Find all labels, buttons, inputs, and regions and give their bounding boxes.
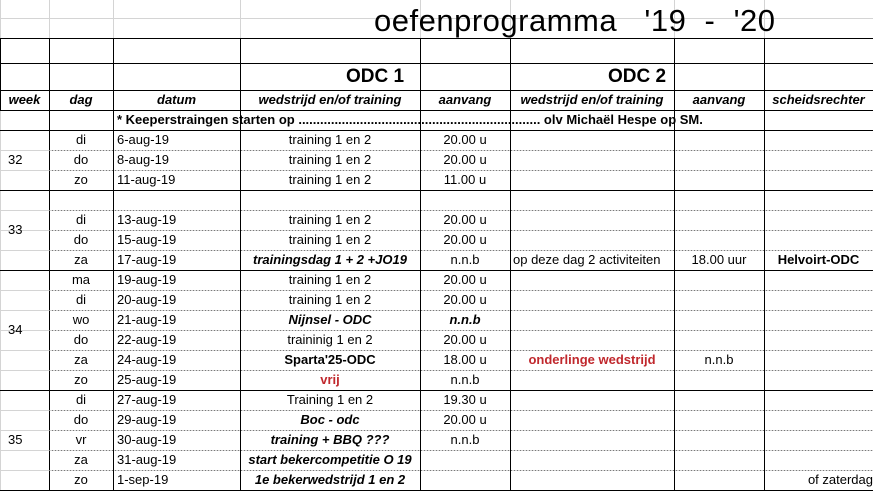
cell-odc2-aanvang[interactable] (674, 450, 764, 470)
cell-odc2-aanvang[interactable] (674, 150, 764, 170)
cell-scheidsrechter[interactable] (764, 310, 873, 330)
cell-odc1-wedstrijd[interactable]: traininig 1 en 2 (287, 332, 373, 347)
cell-dag[interactable]: di (75, 132, 87, 147)
cell-odc2-wedstrijd[interactable] (510, 210, 674, 230)
cell-dag[interactable]: do (73, 232, 89, 247)
cell-odc2-wedstrijd[interactable]: onderlinge wedstrijd (528, 352, 656, 367)
column-header[interactable]: aanvang (692, 92, 746, 107)
cell-odc2-aanvang[interactable] (674, 310, 764, 330)
cell-odc1-aanvang[interactable]: 20.00 u (443, 332, 487, 347)
cell-odc2-aanvang[interactable]: 18.00 uur (691, 252, 747, 267)
cell-scheidsrechter[interactable] (764, 290, 873, 310)
cell-odc2-wedstrijd[interactable] (510, 410, 674, 430)
column-header[interactable]: wedstrijd en/of training (258, 92, 402, 107)
cell-dag[interactable]: za (74, 252, 88, 267)
cell-odc1-wedstrijd[interactable]: 1e bekerwedstrijd 1 en 2 (254, 472, 406, 487)
cell-odc1-wedstrijd[interactable]: Training 1 en 2 (286, 392, 374, 407)
cell-odc1-wedstrijd[interactable]: training 1 en 2 (288, 292, 372, 307)
cell-odc2-wedstrijd[interactable]: op deze dag 2 activiteiten (513, 252, 661, 267)
cell-odc1-wedstrijd[interactable]: Nijnsel - ODC (288, 312, 372, 327)
cell-odc2-wedstrijd[interactable] (510, 290, 674, 310)
cell-odc2-wedstrijd[interactable] (510, 370, 674, 390)
cell-odc2-aanvang[interactable]: n.n.b (704, 352, 734, 367)
group-header-odc1[interactable]: ODC 1 (345, 66, 405, 87)
cell-datum[interactable]: 29-aug-19 (117, 412, 177, 427)
cell-scheidsrechter[interactable] (764, 410, 873, 430)
cell-datum[interactable]: 15-aug-19 (117, 232, 177, 247)
cell-scheidsrechter[interactable] (764, 330, 873, 350)
cell-odc2-aanvang[interactable] (674, 330, 764, 350)
cell-scheidsrechter[interactable]: Helvoirt-ODC (777, 252, 860, 267)
cell-odc2-aanvang[interactable] (674, 290, 764, 310)
cell-dag[interactable]: zo (74, 372, 88, 387)
cell-odc2-wedstrijd[interactable] (510, 450, 674, 470)
cell-datum[interactable] (113, 190, 240, 210)
cell-odc2-wedstrijd[interactable] (510, 170, 674, 190)
cell-odc2-aanvang[interactable] (674, 410, 764, 430)
cell-odc1-aanvang[interactable] (420, 450, 510, 470)
cell-scheidsrechter[interactable]: of zaterdag (807, 472, 873, 487)
cell-odc1-wedstrijd[interactable]: training 1 en 2 (288, 152, 372, 167)
cell-odc2-wedstrijd[interactable] (510, 190, 674, 210)
cell-odc1-wedstrijd[interactable]: training 1 en 2 (288, 232, 372, 247)
cell-odc1-aanvang[interactable]: 19.30 u (443, 392, 487, 407)
week-number[interactable]: 35 (8, 432, 23, 447)
cell-odc2-wedstrijd[interactable] (510, 310, 674, 330)
cell-scheidsrechter[interactable] (764, 190, 873, 210)
cell-datum[interactable]: 1-sep-19 (117, 472, 169, 487)
cell-odc2-wedstrijd[interactable] (510, 130, 674, 150)
cell-datum[interactable]: 25-aug-19 (117, 372, 177, 387)
cell-datum[interactable]: 11-aug-19 (117, 172, 176, 187)
cell-odc1-aanvang[interactable]: n.n.b (449, 312, 481, 327)
cell-odc1-aanvang[interactable]: 20.00 u (443, 232, 487, 247)
cell-odc1-aanvang[interactable]: n.n.b (450, 252, 480, 267)
cell-odc1-wedstrijd[interactable]: start bekercompetitie O 19 (248, 452, 412, 467)
cell-dag[interactable]: do (73, 152, 89, 167)
cell-odc1-wedstrijd[interactable]: training 1 en 2 (288, 272, 372, 287)
cell-odc1-wedstrijd[interactable]: Boc - odc (300, 412, 360, 427)
cell-odc1-aanvang[interactable]: 20.00 u (443, 132, 487, 147)
cell-odc2-wedstrijd[interactable] (510, 430, 674, 450)
cell-odc1-wedstrijd[interactable]: vrij (320, 372, 340, 387)
cell-odc2-wedstrijd[interactable] (510, 470, 674, 490)
cell-odc1-aanvang[interactable]: 11.00 u (443, 172, 487, 187)
cell-dag[interactable]: di (75, 212, 87, 227)
cell-odc2-aanvang[interactable] (674, 390, 764, 410)
cell-odc2-aanvang[interactable] (674, 270, 764, 290)
cell-dag[interactable] (49, 190, 113, 210)
cell-scheidsrechter[interactable] (764, 350, 873, 370)
week-number[interactable]: 32 (8, 152, 23, 167)
column-header[interactable]: wedstrijd en/of training (520, 92, 664, 107)
cell-odc2-aanvang[interactable] (674, 470, 764, 490)
cell-odc1-wedstrijd[interactable]: training 1 en 2 (288, 132, 372, 147)
column-header[interactable]: datum (157, 92, 196, 107)
cell-scheidsrechter[interactable] (764, 390, 873, 410)
cell-odc1-wedstrijd[interactable]: training + BBQ ??? (270, 432, 390, 447)
cell-odc1-aanvang[interactable] (420, 470, 510, 490)
cell-datum[interactable]: 31-aug-19 (117, 452, 177, 467)
cell-odc2-aanvang[interactable] (674, 430, 764, 450)
cell-scheidsrechter[interactable] (764, 170, 873, 190)
cell-odc2-wedstrijd[interactable] (510, 230, 674, 250)
cell-scheidsrechter[interactable] (764, 270, 873, 290)
cell-dag[interactable]: ma (71, 272, 91, 287)
cell-datum[interactable]: 20-aug-19 (117, 292, 177, 307)
cell-datum[interactable]: 6-aug-19 (117, 132, 170, 147)
column-header[interactable]: aanvang (438, 92, 492, 107)
cell-odc2-wedstrijd[interactable] (510, 270, 674, 290)
cell-odc1-wedstrijd[interactable]: training 1 en 2 (288, 212, 372, 227)
cell-datum[interactable]: 30-aug-19 (117, 432, 177, 447)
cell-odc1-wedstrijd[interactable]: trainingsdag 1 + 2 +JO19 (253, 252, 407, 267)
cell-odc2-aanvang[interactable] (674, 370, 764, 390)
column-header[interactable]: week (8, 92, 41, 107)
cell-scheidsrechter[interactable] (764, 210, 873, 230)
cell-odc1-wedstrijd[interactable] (240, 190, 420, 210)
note-keepers[interactable]: * Keeperstraingen starten op ................................................................... olv Michaël Hespe op SM. (117, 112, 703, 127)
cell-dag[interactable]: vr (75, 432, 87, 447)
cell-odc2-wedstrijd[interactable] (510, 330, 674, 350)
cell-scheidsrechter[interactable] (764, 150, 873, 170)
cell-datum[interactable]: 8-aug-19 (117, 152, 170, 167)
cell-scheidsrechter[interactable] (764, 430, 873, 450)
cell-dag[interactable]: za (74, 452, 88, 467)
group-header-odc2[interactable]: ODC 2 (607, 66, 667, 87)
cell-dag[interactable]: zo (74, 172, 88, 187)
cell-odc2-wedstrijd[interactable] (510, 150, 674, 170)
cell-datum[interactable]: 22-aug-19 (117, 332, 177, 347)
cell-odc1-aanvang[interactable]: 20.00 u (443, 152, 487, 167)
cell-odc2-aanvang[interactable] (674, 190, 764, 210)
cell-scheidsrechter[interactable] (764, 130, 873, 150)
page-title: oefenprogramma '19 - '20 (374, 3, 776, 38)
week-number[interactable]: 33 (8, 222, 23, 237)
cell-odc2-aanvang[interactable] (674, 210, 764, 230)
column-header[interactable]: scheidsrechter (772, 92, 865, 107)
week-number[interactable]: 34 (8, 322, 23, 337)
cell-odc1-aanvang[interactable]: 20.00 u (443, 272, 487, 287)
cell-datum[interactable]: 27-aug-19 (117, 392, 177, 407)
cell-odc1-aanvang[interactable]: n.n.b (450, 372, 480, 387)
cell-dag[interactable]: zo (74, 472, 88, 487)
cell-dag[interactable]: di (75, 292, 87, 307)
cell-odc2-aanvang[interactable] (674, 230, 764, 250)
cell-scheidsrechter[interactable] (764, 230, 873, 250)
cell-datum[interactable]: 19-aug-19 (117, 272, 177, 287)
column-header[interactable]: dag (69, 92, 93, 107)
cell-dag[interactable]: do (73, 412, 89, 427)
cell-scheidsrechter[interactable] (764, 370, 873, 390)
cell-dag[interactable]: za (74, 352, 88, 367)
cell-odc1-aanvang[interactable]: 20.00 u (443, 212, 487, 227)
cell-odc1-aanvang[interactable]: 18.00 u (443, 352, 487, 367)
cell-odc1-aanvang[interactable] (420, 190, 510, 210)
cell-dag[interactable]: do (73, 332, 89, 347)
cell-odc1-wedstrijd[interactable]: training 1 en 2 (288, 172, 372, 187)
cell-odc1-wedstrijd[interactable]: Sparta'25-ODC (284, 352, 376, 367)
cell-datum[interactable]: 13-aug-19 (117, 212, 177, 227)
cell-odc1-aanvang[interactable]: 20.00 u (443, 292, 487, 307)
cell-datum[interactable]: 17-aug-19 (117, 252, 177, 267)
cell-odc1-aanvang[interactable]: n.n.b (450, 432, 480, 447)
cell-odc2-wedstrijd[interactable] (510, 390, 674, 410)
cell-datum[interactable]: 24-aug-19 (117, 352, 177, 367)
cell-scheidsrechter[interactable] (764, 450, 873, 470)
cell-odc2-aanvang[interactable] (674, 170, 764, 190)
cell-datum[interactable]: 21-aug-19 (117, 312, 177, 327)
cell-dag[interactable]: di (75, 392, 87, 407)
cell-dag[interactable]: wo (72, 312, 90, 327)
cell-odc2-aanvang[interactable] (674, 130, 764, 150)
cell-odc1-aanvang[interactable]: 20.00 u (443, 412, 487, 427)
